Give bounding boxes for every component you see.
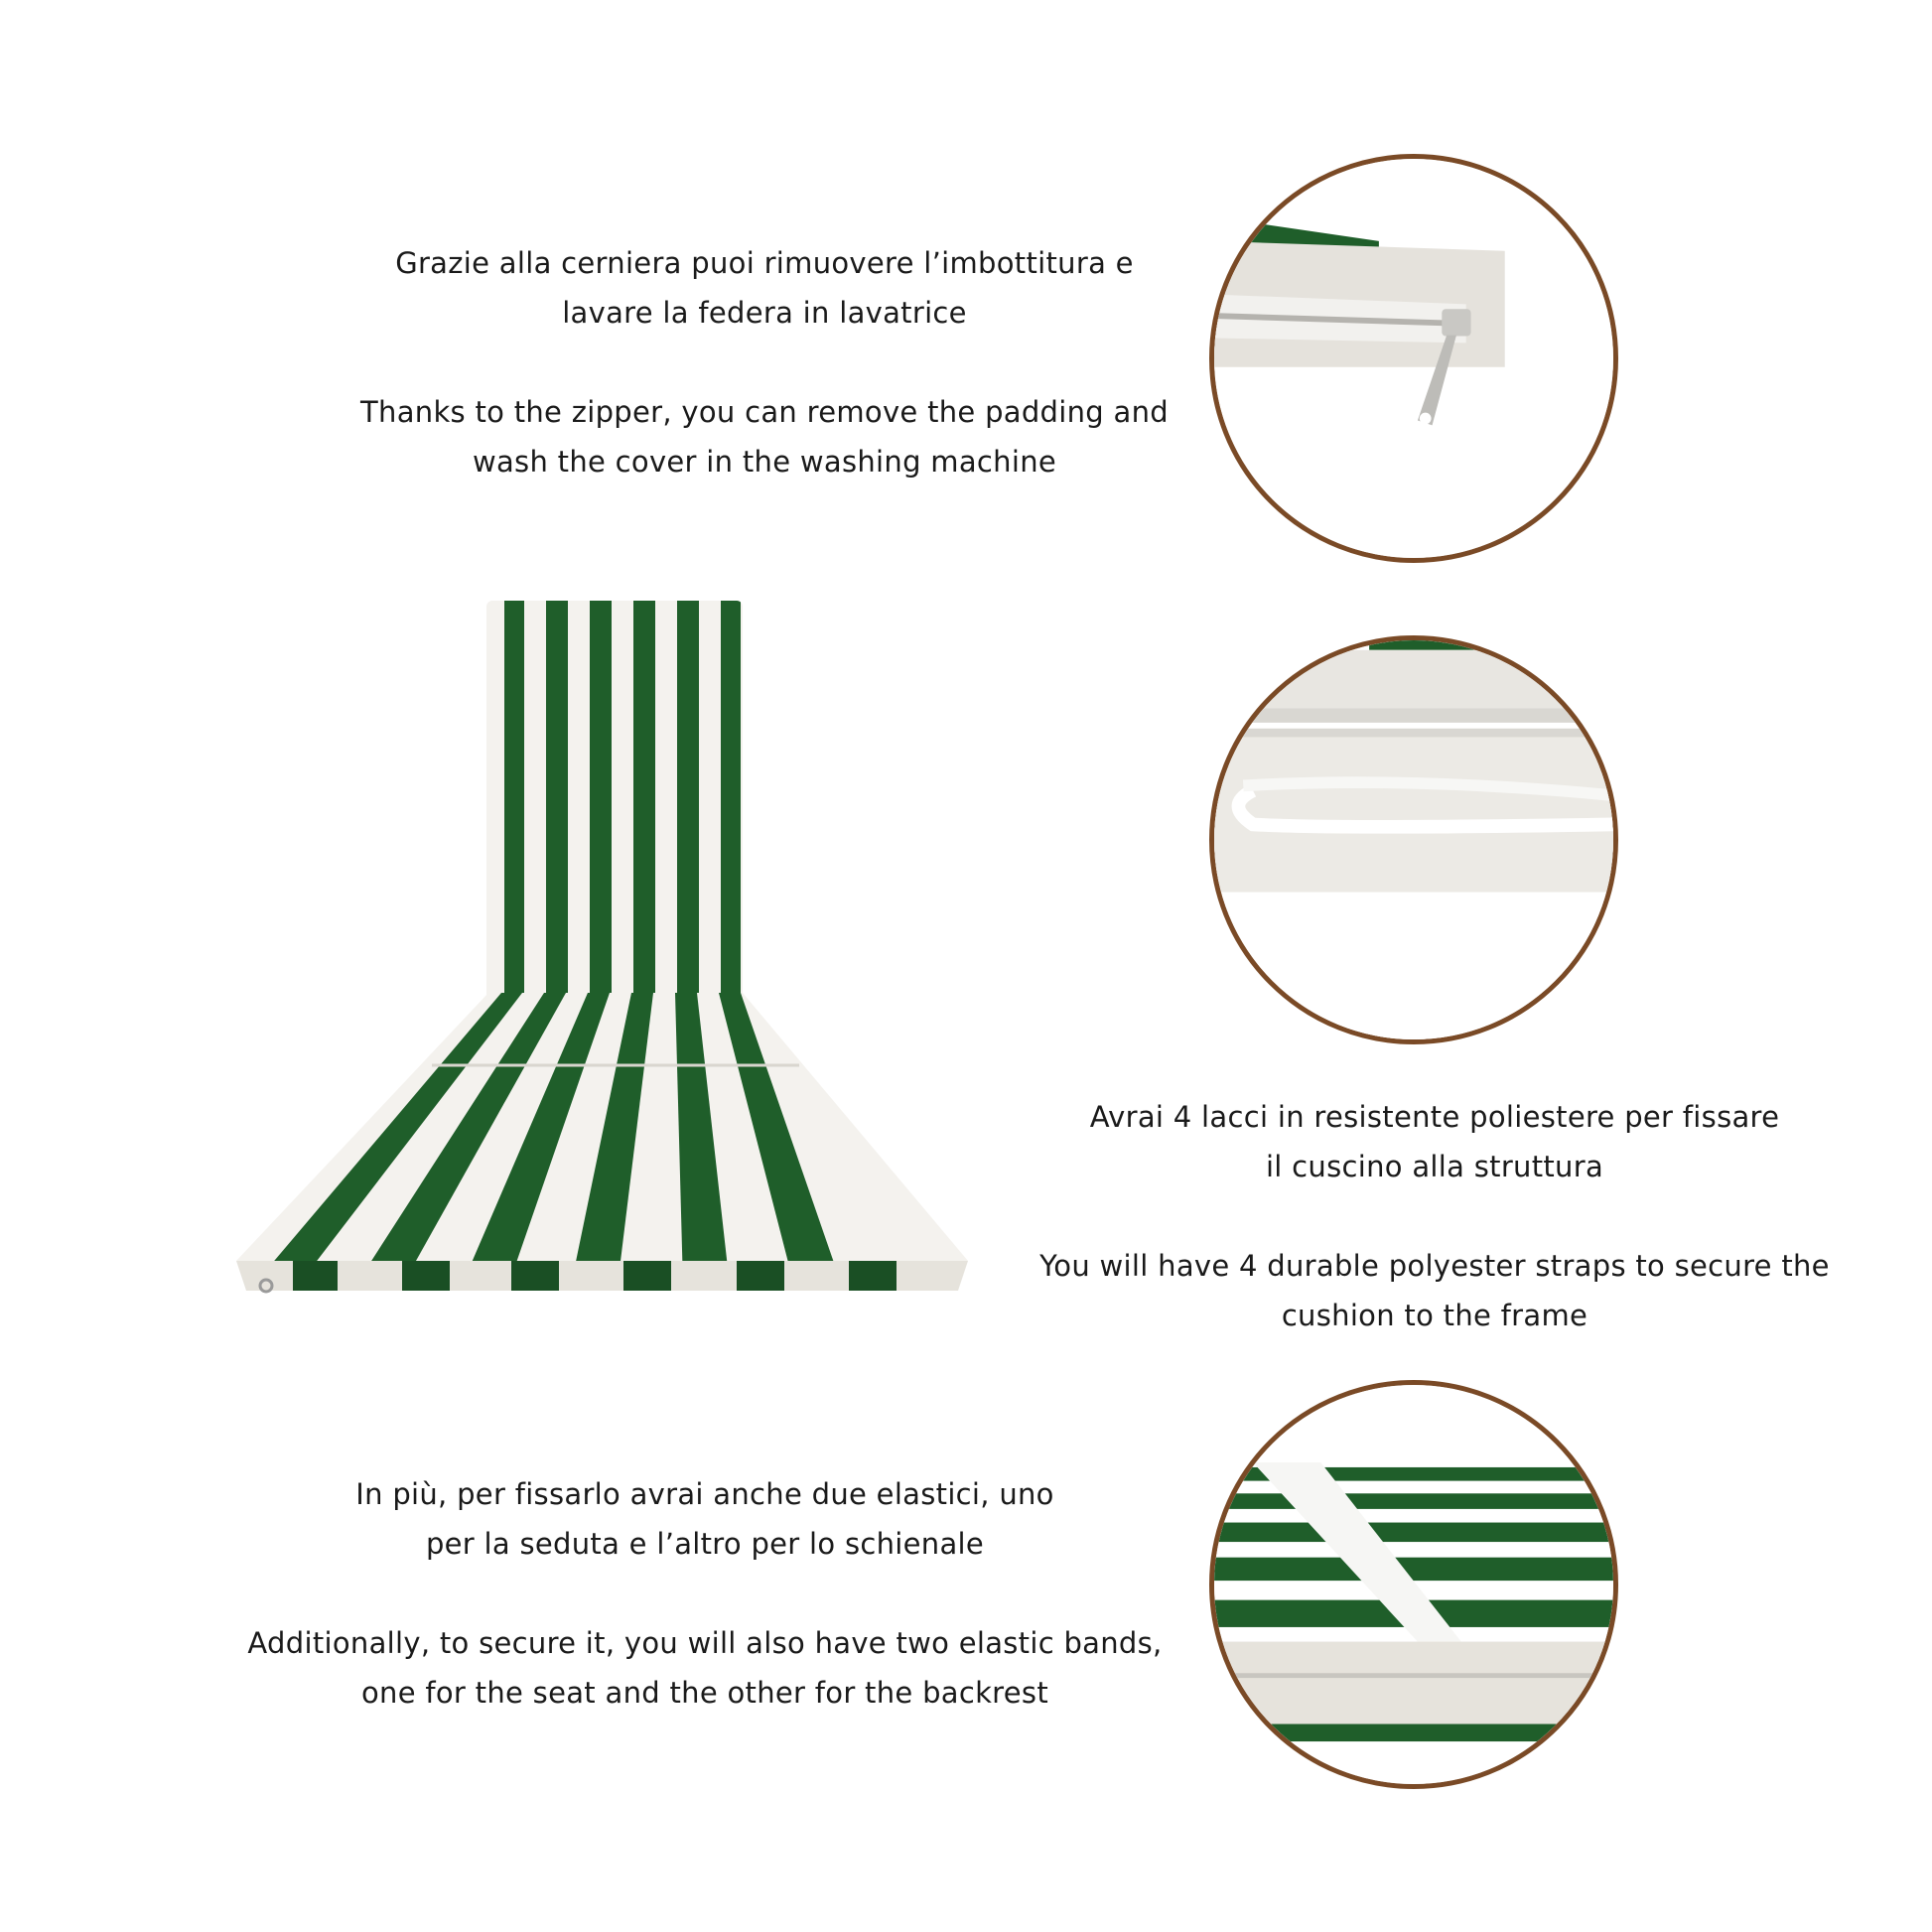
elastic-text-en-line1: Additionally, to secure it, you will also have two elastic bands,: [247, 1626, 1163, 1660]
elastic-text-en-line2: one for the seat and the other for the backrest: [361, 1676, 1048, 1710]
striped-cushion-image: [228, 591, 1013, 1301]
zipper-text-en-line1: Thanks to the zipper, you can remove the padding and: [360, 395, 1169, 429]
straps-text-it-line1: Avrai 4 lacci in resistente poliestere per fissare: [1089, 1100, 1780, 1134]
straps-text-it-line2: il cuscino alla struttura: [1265, 1150, 1604, 1183]
elastic-text-it-line1: In più, per fissarlo avrai anche due elastici, uno: [355, 1477, 1054, 1511]
zipper-description: [328, 238, 1201, 486]
strap-closeup-image: [1209, 635, 1618, 1044]
zipper-closeup-image: [1209, 154, 1618, 563]
zipper-text-it-line2: lavare la federa in lavatrice: [562, 296, 967, 330]
elastic-text-it-line2: per la seduta e l’altro per lo schienale: [425, 1527, 985, 1561]
straps-text-en-line2: cushion to the frame: [1281, 1299, 1588, 1332]
straps-text-en-line1: You will have 4 durable polyester straps to secure the: [1039, 1249, 1830, 1283]
zipper-text-en-line2: wash the cover in the washing machine: [472, 445, 1057, 479]
straps-description: [998, 1092, 1871, 1340]
elastic-description: [228, 1469, 1181, 1718]
elastic-band-closeup-image: [1209, 1380, 1618, 1789]
zipper-text-it-line1: Grazie alla cerniera puoi rimuovere l’imbottitura e: [395, 246, 1134, 280]
